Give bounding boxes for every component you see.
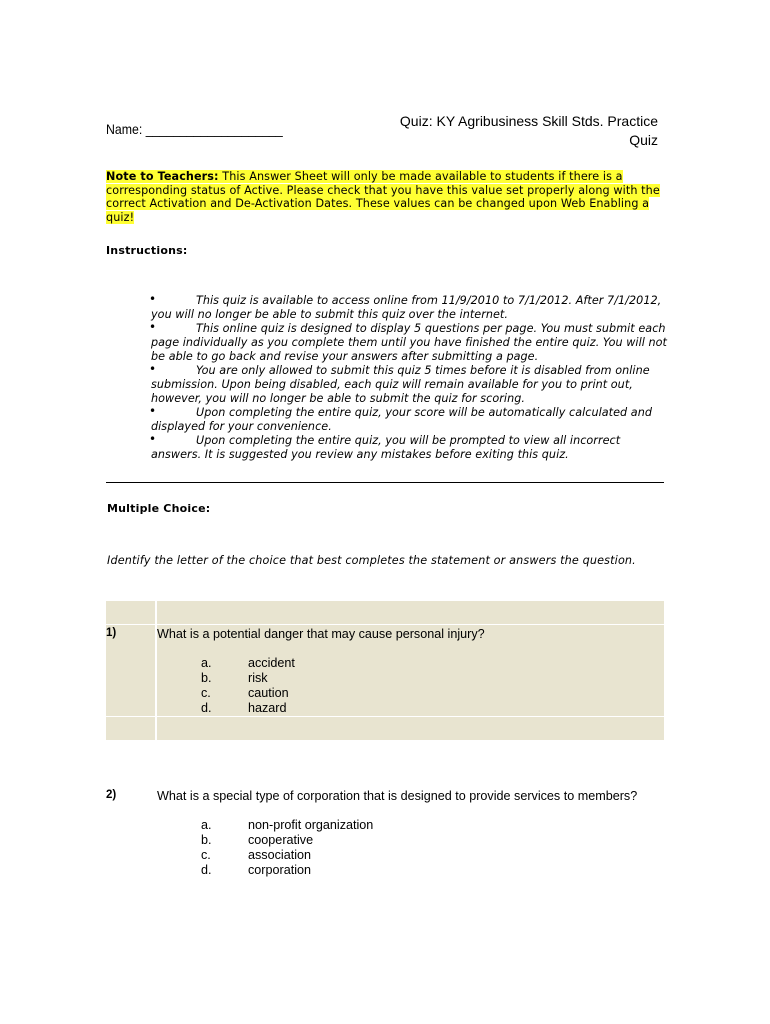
instructions-list bbox=[151, 294, 671, 463]
choice-text: cooperative bbox=[248, 833, 314, 847]
teacher-note bbox=[106, 170, 661, 224]
question-2-choices bbox=[201, 818, 373, 878]
choice-letter: c. bbox=[201, 686, 211, 700]
instruction-text: This quiz is available to access online from 11/9/2010 to 7/1/2012. After 7/1/2012, you will no longer be able to submit this quiz over the internet. bbox=[151, 294, 662, 321]
choice-item[interactable] bbox=[201, 863, 373, 878]
choice-letter: d. bbox=[201, 863, 212, 877]
instruction-text: Upon completing the entire quiz, your score will be automatically calculated and displayed for your convenience. bbox=[151, 406, 652, 433]
question-2-text: What is a special type of corporation that is designed to provide services to members? bbox=[157, 789, 638, 803]
choice-text: association bbox=[248, 848, 312, 862]
choice-item[interactable] bbox=[201, 686, 295, 701]
bullet-icon: • bbox=[149, 320, 157, 335]
question-2-number: 2) bbox=[106, 789, 117, 801]
choice-text: risk bbox=[248, 671, 268, 685]
question-1-text: What is a potential danger that may cause personal injury? bbox=[157, 627, 485, 641]
choice-item[interactable] bbox=[201, 671, 295, 686]
choice-letter: c. bbox=[201, 848, 211, 862]
instruction-text: This online quiz is designed to display 5 questions per page. You must submit each page individually as you complete them until you have finished the entire quiz. You will not be able to go back and revise your answers after submitting a page. bbox=[151, 322, 667, 363]
section-divider bbox=[106, 482, 664, 483]
name-field-label: Name: ____________________ bbox=[106, 121, 283, 137]
bullet-icon: • bbox=[149, 362, 157, 377]
quiz-title-line-1: Quiz: KY Agribusiness Skill Stds. Practice bbox=[399, 113, 658, 129]
bullet-icon: • bbox=[149, 404, 157, 419]
instruction-item bbox=[151, 434, 671, 462]
choice-item[interactable] bbox=[201, 701, 295, 716]
teacher-note-highlight bbox=[106, 170, 660, 224]
instruction-text: You are only allowed to submit this quiz 5 times before it is disabled from online submission. Upon being disabled, each quiz will remain available for you to print out, however, you will no longer be able to submit the quiz for scoring. bbox=[151, 364, 650, 405]
teacher-note-label: Note to Teachers: bbox=[106, 170, 219, 183]
question-box-rule bbox=[106, 624, 664, 625]
instruction-item bbox=[151, 294, 671, 322]
instruction-text: Upon completing the entire quiz, you will be prompted to view all incorrect answers. It is suggested you review any mistakes before exiting this quiz. bbox=[151, 434, 621, 462]
choice-item[interactable] bbox=[201, 833, 373, 848]
instruction-item bbox=[151, 322, 671, 363]
choice-item[interactable] bbox=[201, 818, 373, 833]
question-1-box bbox=[106, 601, 664, 740]
choice-text: caution bbox=[248, 686, 289, 700]
choice-item[interactable] bbox=[201, 848, 373, 863]
quiz-title bbox=[380, 112, 658, 150]
choice-item[interactable] bbox=[201, 656, 295, 671]
instructions-heading: Instructions: bbox=[106, 244, 188, 257]
question-1-number: 1) bbox=[106, 627, 117, 639]
quiz-title-line-2: Quiz bbox=[629, 132, 658, 148]
question-1-choices bbox=[201, 656, 295, 716]
instruction-item bbox=[151, 364, 671, 405]
question-box-column-rule bbox=[155, 601, 157, 740]
teacher-note-text: This Answer Sheet will only be made available to students if there is a corresponding status of Active. Please check that you have this value set properly along with the correct Activation and De-Activation Dates. These values can be changed upon Web Enabling a quiz! bbox=[106, 170, 660, 224]
choice-text: hazard bbox=[248, 701, 287, 715]
choice-text: accident bbox=[248, 656, 295, 670]
bullet-icon: • bbox=[149, 292, 157, 306]
bullet-icon: • bbox=[149, 432, 157, 447]
choice-letter: d. bbox=[201, 701, 212, 715]
instruction-item bbox=[151, 406, 671, 434]
question-box-rule bbox=[106, 716, 664, 717]
multiple-choice-instruction: Identify the letter of the choice that best completes the statement or answers the question. bbox=[107, 554, 636, 567]
choice-text: non-profit organization bbox=[248, 818, 374, 832]
choice-letter: a. bbox=[201, 818, 212, 832]
choice-text: corporation bbox=[248, 863, 312, 877]
choice-letter: b. bbox=[201, 671, 212, 685]
multiple-choice-heading: Multiple Choice: bbox=[107, 502, 211, 515]
choice-letter: b. bbox=[201, 833, 212, 847]
choice-letter: a. bbox=[201, 656, 212, 670]
